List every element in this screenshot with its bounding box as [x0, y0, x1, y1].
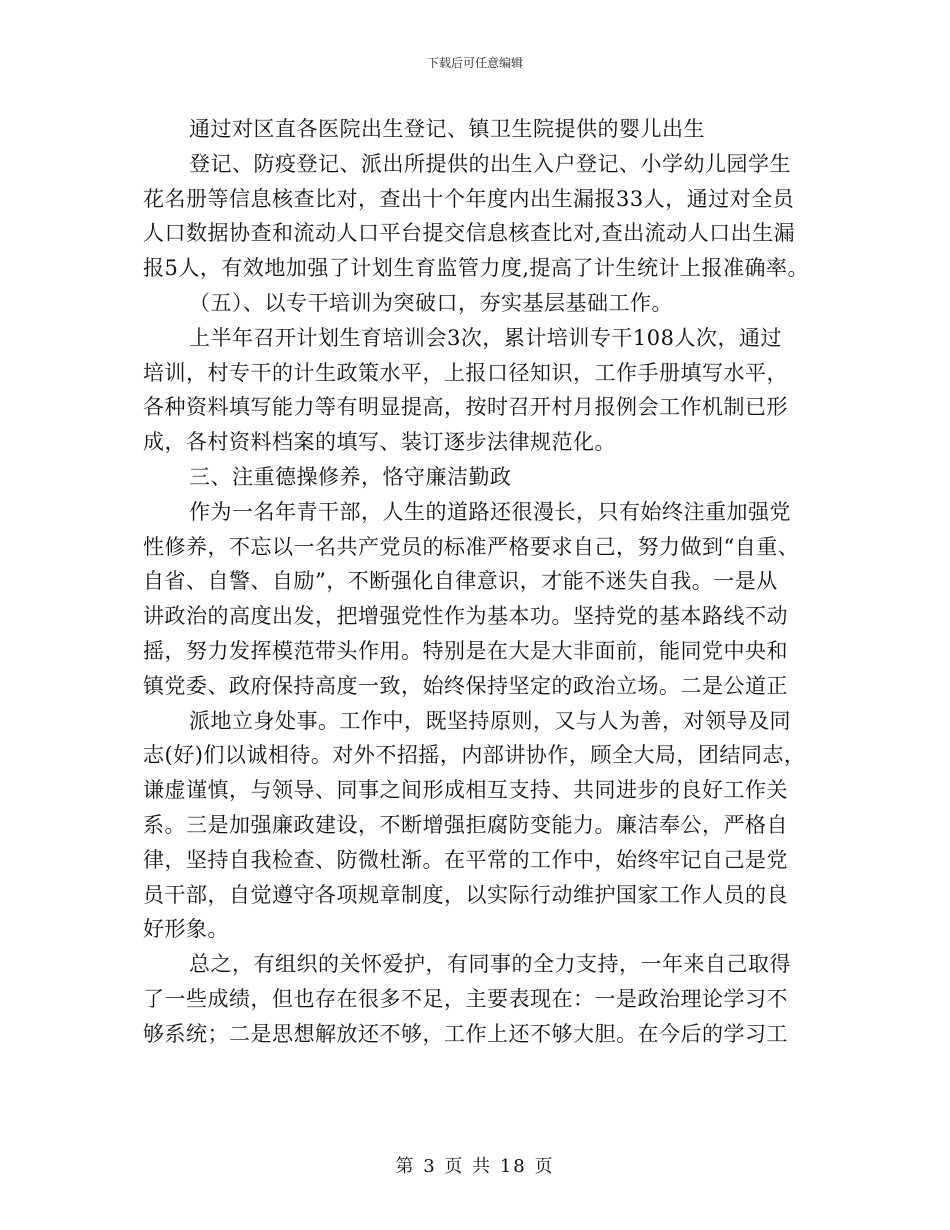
text-line: 成，各村资料档案的填写、装订逐步法律规范化。	[143, 430, 616, 455]
text-line: 三、注重德操修养，恪守廉洁勤政	[189, 464, 512, 489]
text-line: 性修养，不忘以一名共产党员的标准严格要求自己，努力做到“自重、	[143, 534, 800, 559]
text-line: 人口数据协查和流动人口平台提交信息核查比对,查出流动人口出生漏	[143, 221, 796, 246]
text-line: 通过对区直各医院出生登记、镇卫生院提供的婴儿出生	[189, 117, 705, 141]
text-line: 报5人，有效地加强了计划生育监管力度,提高了计生统计上报准确率。	[143, 256, 810, 281]
text-line: 了一些成绩，但也存在很多不足，主要表现在：一是政治理论学习不	[143, 986, 788, 1011]
text-line: 镇党委、政府保持高度一致，始终保持坚定的政治立场。二是公道正	[143, 673, 788, 698]
text-line: 登记、防疫登记、派出所提供的出生入户登记、小学幼儿园学生	[189, 151, 791, 176]
text-line: 花名册等信息核查比对，查出十个年度内出生漏报33人，通过对全员	[143, 186, 795, 211]
text-line: 各种资料填写能力等有明显提高，按时召开村月报例会工作机制已形	[143, 395, 788, 420]
text-line: 好形象。	[143, 917, 229, 942]
text-line: 讲政治的高度出发，把增强党性作为基本功。坚持党的基本路线不动	[143, 604, 788, 629]
text-line: 谦虚谨慎，与领导、同事之间形成相互支持、共同进步的良好工作关	[143, 778, 788, 803]
text-line: 自省、自警、自励”，不断强化自律意识，才能不迷失自我。一是从	[143, 569, 778, 594]
text-line: 作为一名年青干部，人生的道路还很漫长，只有始终注重加强党	[189, 499, 791, 524]
text-line: 派地立身处事。工作中，既坚持原则，又与人为善，对领导及同	[189, 708, 791, 733]
page-footer: 第 3 页 共 18 页	[395, 1156, 555, 1177]
text-line: 总之，有组织的关怀爱护，有同事的全力支持，一年来自己取得	[189, 952, 791, 977]
page-header: 下载后可任意编辑	[426, 56, 523, 70]
text-line: 志(好)们以诚相待。对外不招摇，内部讲协作，顾全大局，团结同志，	[143, 743, 806, 768]
text-line: （五）、以专干培训为突破口，夯实基层基础工作。	[189, 290, 673, 315]
text-line: 培训，村专干的计生政策水平，上报口径知识，工作手册填写水平，	[143, 360, 788, 385]
text-line: 够系统；二是思想解放还不够，工作上还不够大胆。在今后的学习工	[143, 1021, 788, 1046]
text-line: 上半年召开计划生育培训会3次，累计培训专干108人次，通过	[189, 325, 782, 350]
text-line: 摇，努力发挥模范带头作用。特别是在大是大非面前，能同党中央和	[143, 638, 788, 663]
document-body	[143, 112, 823, 1052]
text-line: 系。三是加强廉政建设，不断增强拒腐防变能力。廉洁奉公，严格自	[143, 812, 788, 837]
text-line: 律，坚持自我检查、防微杜渐。在平常的工作中，始终牢记自己是党	[143, 847, 788, 872]
text-line: 员干部，自觉遵守各项规章制度，以实际行动维护国家工作人员的良	[143, 882, 788, 907]
